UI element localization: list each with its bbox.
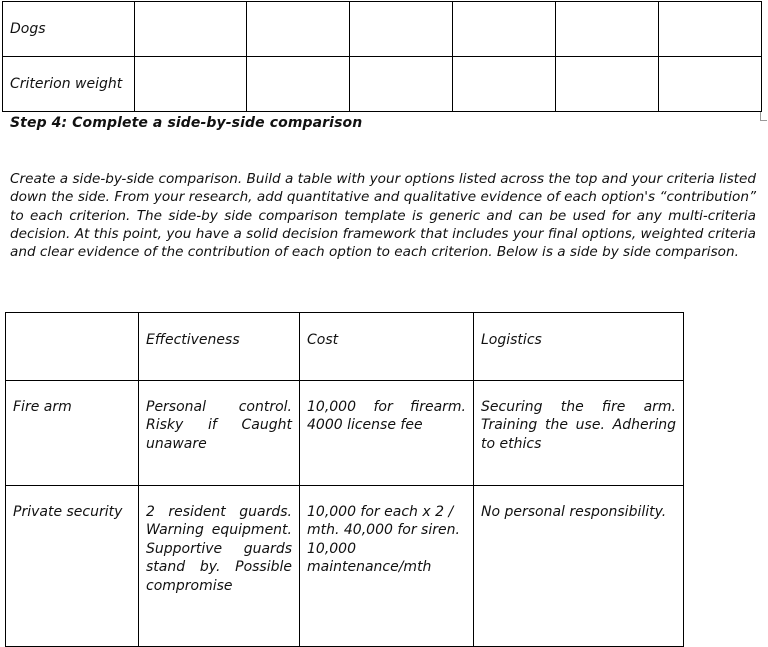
step-heading: Step 4: Complete a side-by-side comparison xyxy=(10,115,363,131)
cell-private-security-logistics: No personal responsibility. xyxy=(474,486,684,647)
table-row xyxy=(3,2,762,57)
table-cell xyxy=(135,57,247,112)
row-label-criterion-weight: Criterion weight xyxy=(3,57,135,112)
header-logistics: Logistics xyxy=(474,313,684,381)
table-cell xyxy=(247,57,350,112)
cell-fire-arm-logistics: Securing the fire arm. Training the use. Adhering to ethics xyxy=(474,381,684,486)
header-cost: Cost xyxy=(300,313,474,381)
table-cell xyxy=(453,2,556,57)
table-cell xyxy=(556,2,659,57)
table-cell xyxy=(135,2,247,57)
comparison-table xyxy=(5,312,684,647)
text-boundary-mark xyxy=(760,112,767,121)
cell-private-security-cost: 10,000 for each x 2 / mth. 40,000 for siren. 10,000 maintenance/mth xyxy=(300,486,474,647)
table-cell xyxy=(556,57,659,112)
row-label-fire-arm: Fire arm xyxy=(6,381,139,486)
table-cell xyxy=(659,57,762,112)
table-cell xyxy=(247,2,350,57)
row-label-dogs: Dogs xyxy=(3,2,135,57)
table-row xyxy=(3,57,762,112)
table-cell xyxy=(350,2,453,57)
header-empty-cell xyxy=(6,313,139,381)
table-cell xyxy=(350,57,453,112)
table-cell xyxy=(659,2,762,57)
table-row xyxy=(6,381,684,486)
cell-fire-arm-effectiveness: Personal control. Risky if Caught unaware xyxy=(139,381,300,486)
table-header-row xyxy=(6,313,684,381)
intro-paragraph: Create a side-by-side comparison. Build a table with your options listed across the top and your criteria listed down the side. From your research, add quantitative and qualitative evidence of each option's “contribution” to each criterion. The side-by side comparison template is generic and can be used for any multi-criteria decision. At this point, you have a solid decision framework that includes your final options, weighted criteria and clear evidence of the contribution of each option to each criterion. Below is a side by side comparison. xyxy=(10,171,756,261)
cell-fire-arm-cost: 10,000 for firearm. 4000 license fee xyxy=(300,381,474,486)
cell-private-security-effectiveness: 2 resident guards. Warning equipment. Supportive guards stand by. Possible compromise xyxy=(139,486,300,647)
row-label-private-security: Private security xyxy=(6,486,139,647)
table-row xyxy=(6,486,684,647)
criteria-table xyxy=(2,1,762,112)
header-effectiveness: Effectiveness xyxy=(139,313,300,381)
table-cell xyxy=(453,57,556,112)
